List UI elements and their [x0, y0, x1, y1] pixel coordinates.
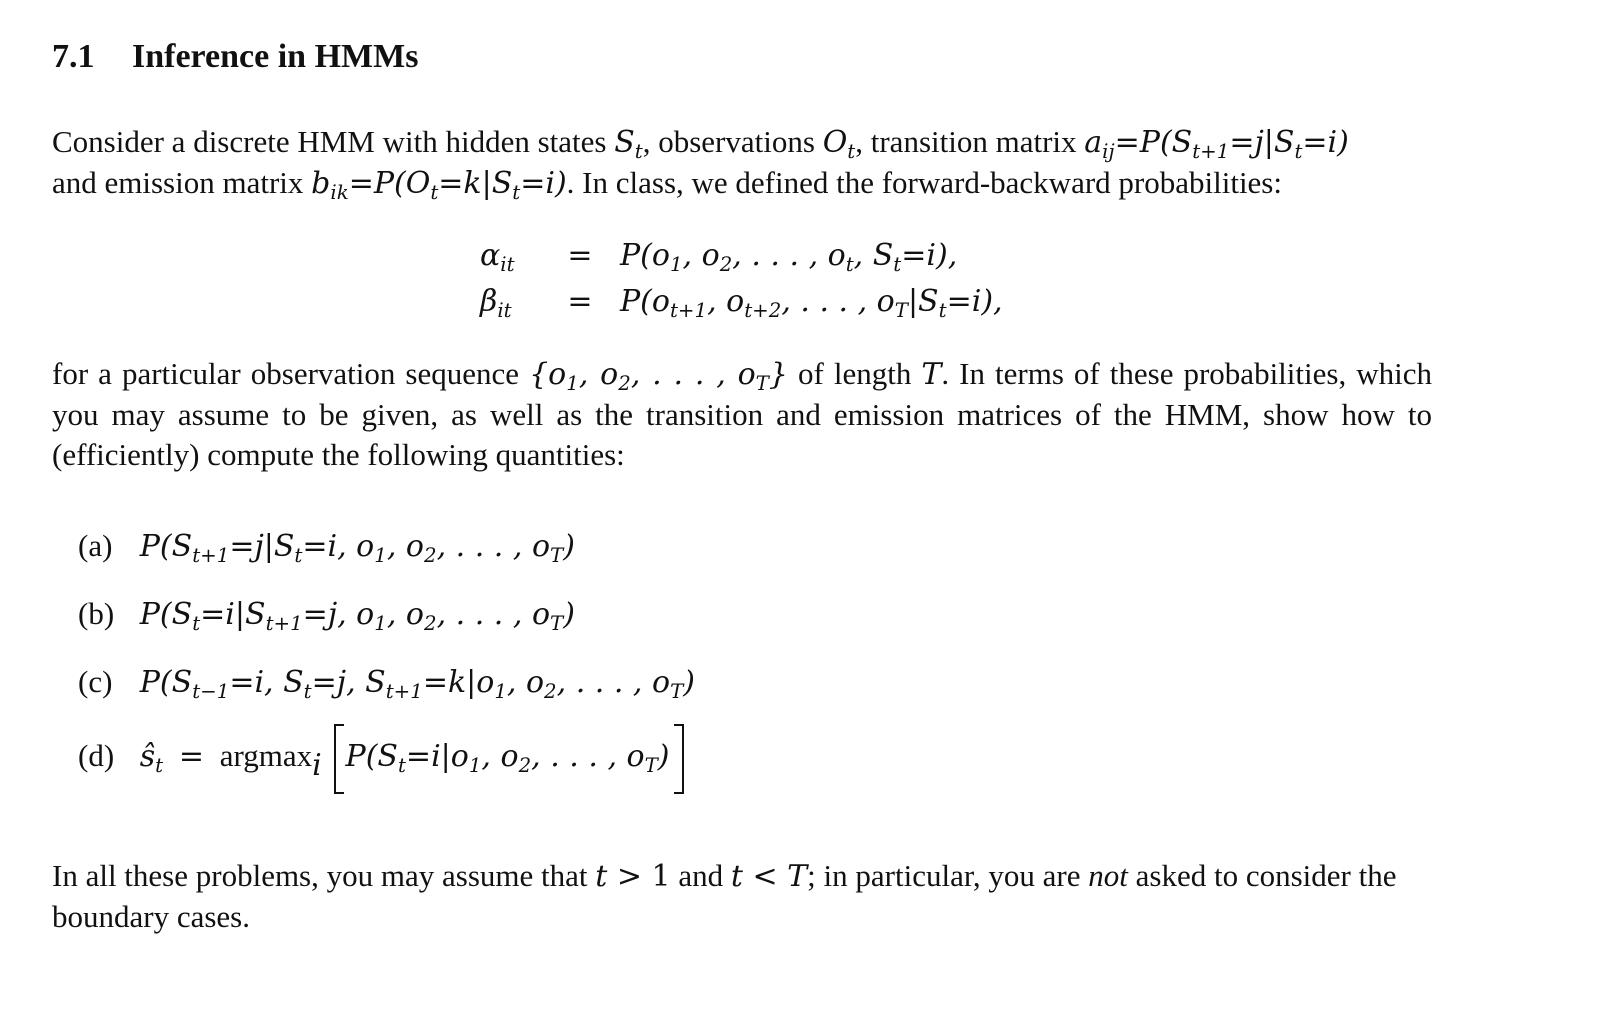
- closing-line-2: boundary cases.: [52, 899, 250, 934]
- intro-line-2: and emission matrix $b_{ik}=P(O_t=k|S_t=i)$. In class, we defined the forward-backward probabilities:: [52, 165, 1282, 204]
- body-paragraph: [52, 354, 1432, 475]
- closing-line-1: In all these problems, you may assume that t > 1 and t < T; in particular, you are not asked to consider the: [52, 858, 1397, 894]
- equation-alpha: $\alpha_{it}$ = $P(o_1$, $o_2$, . . . , $o_t$, $S_t=i$),: [480, 232, 1003, 278]
- intro-line-1: Consider a discrete HMM with hidden states $S_t$, observations $O_t$, transition matrix $a_{ij}=P(S_{t+1}=j|S_t=i)$: [52, 124, 1349, 163]
- math-sequence: {$o_1$, $o_2$, . . . , $o_T$}: [529, 357, 788, 395]
- question-c: (c) $P(S_{t-1}=i$, $S_t=j$, $S_{t+1}=k|o_1$, $o_2$, . . . , $o_T$): [78, 664, 695, 703]
- intro-paragraph: [52, 122, 1432, 204]
- left-bracket: [334, 724, 344, 794]
- question-b-formula: $P(S_t=i|S_{t+1}=j$, $o_1$, $o_2$, . . . , $o_T$): [139, 597, 575, 635]
- body-line-1: for a particular observation sequence {$o_1$, $o_2$, . . . , $o_T$} of length T. In terms of these probabilities, which: [52, 356, 1432, 395]
- math-observations: $O_t$: [822, 125, 856, 163]
- equation-beta-rhs: $P(o_{t+1}$, $o_{t+2}$, . . . , $o_T|S_t=i$),: [620, 283, 1003, 322]
- equation-alpha-rhs: $P(o_1$, $o_2$, . . . , $o_t$, $S_t=i$),: [620, 237, 958, 276]
- body-line-2: you may assume to be given, as well as the transition and emission matrices of the HMM, show how to: [52, 397, 1432, 432]
- math-t-lt-T: t < T: [730, 859, 808, 894]
- section-number: 7.1: [52, 38, 95, 75]
- section-title: Inference in HMMs: [132, 38, 419, 75]
- question-d-lhs: $ŝ_t$: [139, 739, 164, 778]
- question-a: (a) $P(S_{t+1}=j|S_t=i$, $o_1$, $o_2$, . . . , $o_T$): [78, 528, 575, 567]
- question-c-formula: $P(S_{t-1}=i$, $S_t=j$, $S_{t+1}=k|o_1$, $o_2$, . . . , $o_T$): [139, 665, 695, 703]
- emphasis-not: not: [1088, 858, 1128, 893]
- math-transition-def: $a_{ij}=P(S_{t+1}=j|S_t=i)$: [1084, 125, 1349, 163]
- forward-backward-equations: [480, 232, 1003, 324]
- question-a-formula: $P(S_{t+1}=j|S_t=i$, $o_1$, $o_2$, . . . , $o_T$): [139, 529, 575, 567]
- question-b: (b) $P(S_t=i|S_{t+1}=j$, $o_1$, $o_2$, . . . , $o_T$): [78, 596, 575, 635]
- argmax-operator: argmax$_i$: [219, 738, 322, 784]
- right-bracket: [674, 724, 684, 794]
- question-d-formula: $P(S_t=i|o_1$, $o_2$, . . . , $o_T$): [345, 739, 670, 778]
- math-t-gt-1: t > 1: [595, 859, 671, 894]
- body-line-3: (efficiently) compute the following quantities:: [52, 437, 625, 472]
- closing-paragraph: [52, 856, 1432, 937]
- math-states: $S_t$: [614, 125, 643, 163]
- equation-beta: $\beta_{it}$ = $P(o_{t+1}$, $o_{t+2}$, . . . , $o_T|S_t=i$),: [480, 278, 1003, 324]
- section-heading: [52, 38, 418, 76]
- math-emission-def: $b_{ik}=P(O_t=k|S_t=i)$: [311, 166, 567, 204]
- question-d: (d) $ŝ_t = argmax_i$ $P(S_t=i|o_1$, $o_2$, . . . , $o_T$): [78, 724, 686, 794]
